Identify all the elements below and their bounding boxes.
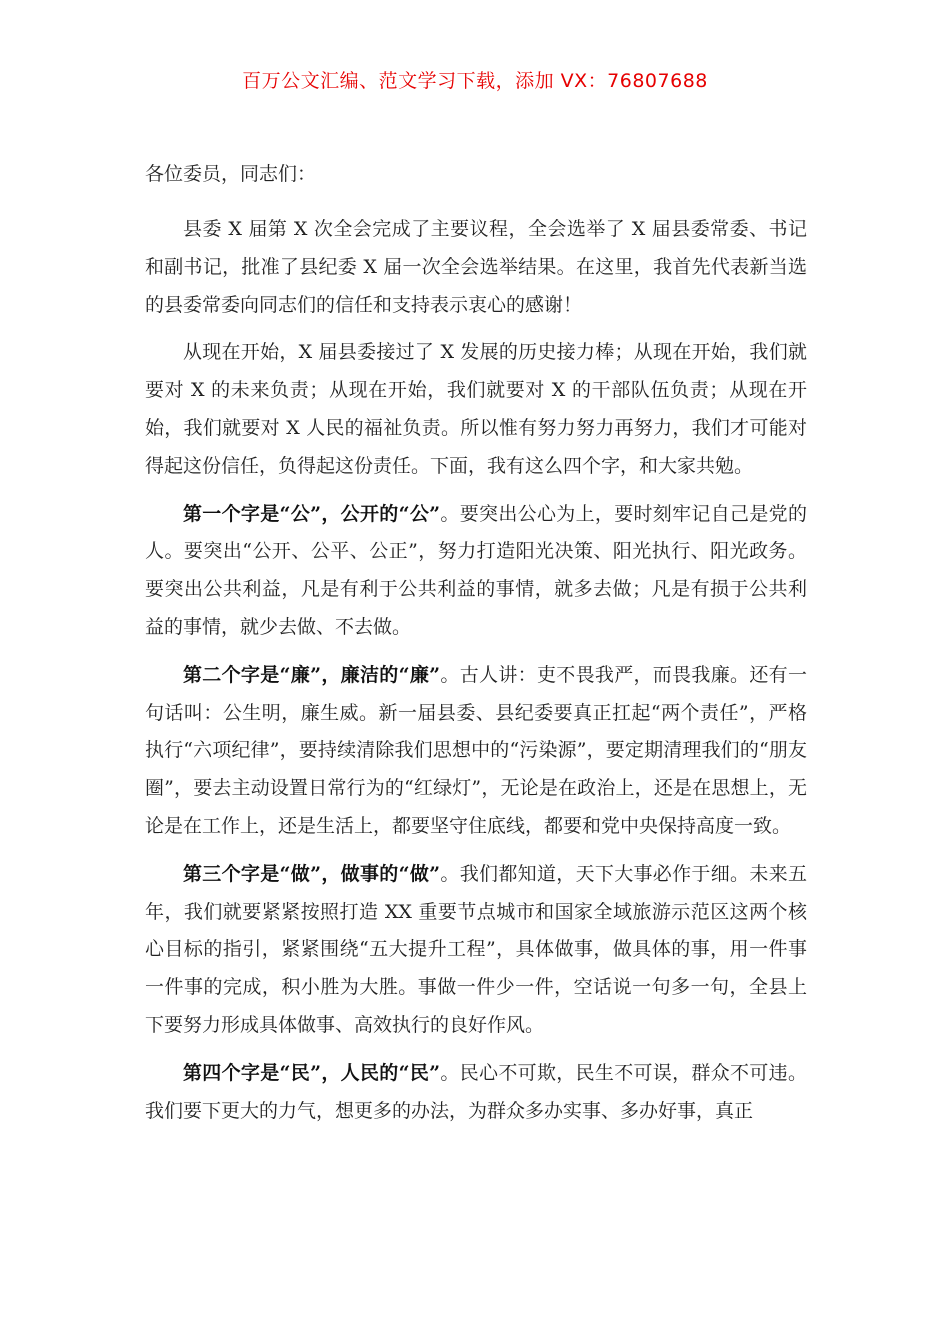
paragraph-text: 从现在开始，X 届县委接过了 X 发展的历史接力棒；从现在开始，我们就要对 X 的未来负责；从现在开始，我们就要对 X 的干部队伍负责；从现在开始，我们就要对 X 人民的福祉负责。所以惟有努力努力再努力，我们才可能对得起这份信任，负得起这份责任。下面，我有这么四个字，和大家共勉。 — [145, 341, 807, 477]
paragraph-intro — [145, 211, 807, 324]
document-body — [145, 159, 807, 1140]
paragraph-text: 。古人讲：吏不畏我严，而畏我廉。还有一句话叫：公生明，廉生威。新一届县委、县纪委要真正扛起“两个责任”，严格执行“六项纪律”，要持续清除我们思想中的“污染源”，要定期清理我们的“朋友圈”，要去主动设置日常行为的“红绿灯”，无论是在政治上，还是在思想上，无论是在工作上，还是生活上，都要坚守住底线，都要和党中央保持高度一致。 — [145, 663, 807, 837]
paragraph-first-word — [145, 496, 807, 647]
paragraph-lead: 第四个字是“民”，人民的“民” — [183, 1061, 441, 1084]
paragraph-fourth-word — [145, 1055, 807, 1131]
paragraph-text: 县委 X 届第 X 次全会完成了主要议程，全会选举了 X 届县委常委、书记和副书记，批准了县纪委 X 届一次全会选举结果。在这里，我首先代表新当选的县委常委向同志们的信任和支持表示衷心的感谢！ — [145, 218, 807, 316]
paragraph-third-word — [145, 856, 807, 1045]
paragraph-text: 。要突出公心为上，要时刻牢记自己是党的人。要突出“公开、公平、公正”，努力打造阳光决策、阳光执行、阳光政务。要突出公共利益，凡是有利于公共利益的事情，就多去做；凡是有损于公共利益的事情，就少去做、不去做。 — [145, 502, 807, 638]
promo-banner: 百万公文汇编、范文学习下载，添加 VX：76807688 — [242, 70, 708, 92]
paragraph-second-word — [145, 657, 807, 846]
salutation: 各位委员，同志们： — [145, 163, 317, 185]
paragraph-lead: 第三个字是“做”，做事的“做” — [183, 862, 441, 885]
paragraph-lead: 第一个字是“公”，公开的“公” — [183, 502, 441, 525]
paragraph-text: 。我们都知道，天下大事必作于细。未来五年，我们就要紧紧按照打造 XX 重要节点城市和国家全域旅游示范区这两个核心目标的指引，紧紧围绕“五大提升工程”，具体做事，做具体的事，用一件事一件事的完成，积小胜为大胜。事做一件少一件，空话说一句多一句，全县上下要努力形成具体做事、高效执行的良好作风。 — [145, 862, 807, 1036]
paragraph-text: 。民心不可欺，民生不可误，群众不可违。我们要下更大的力气，想更多的办法，为群众多办实事、多办好事，真正 — [145, 1061, 807, 1122]
paragraph-commitment — [145, 334, 807, 485]
paragraph-lead: 第二个字是“廉”，廉洁的“廉” — [183, 663, 441, 686]
